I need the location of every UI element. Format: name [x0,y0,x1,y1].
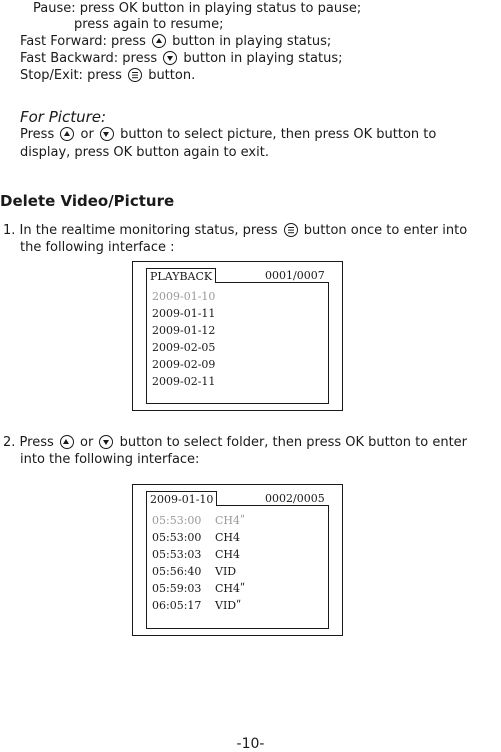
file-item[interactable] [152,514,272,527]
fast-forward-text-before: Fast Forward: press [20,34,151,49]
date-folder-item[interactable]: 2009-02-11 [152,375,216,388]
date-folder-item[interactable]: 2009-01-11 [152,307,216,320]
up-arrow-button-icon [60,127,74,141]
file-item[interactable] [152,548,272,561]
down-arrow-button-icon [163,51,177,65]
file-type: CH4ʺ [215,514,246,527]
date-folder-item[interactable]: 2009-01-12 [152,324,216,337]
file-type: VID [215,565,237,578]
file-item[interactable] [152,599,272,612]
step2-text-b: or [75,435,98,450]
file-type: VIDʺ [215,599,242,612]
fast-forward-instruction [20,33,331,50]
date-folder-item[interactable]: 2009-02-09 [152,358,216,371]
down-arrow-button-icon [99,435,113,449]
date-folder-item[interactable]: 2009-01-10 [152,290,216,303]
step2-text-a: 2. Press [3,435,58,450]
file-item[interactable] [152,582,272,595]
step1-line1 [3,222,467,239]
file-time: 05:53:00 [152,514,202,527]
pause-instruction-line1: Pause: press OK button in playing status to pause; [33,1,362,16]
file-item[interactable] [152,565,272,578]
date-folder-item[interactable]: 2009-02-05 [152,341,216,354]
file-list-screen-count: 0002/0005 [265,492,325,505]
for-picture-line2: display, press OK button again to exit. [20,145,269,160]
fast-backward-instruction [20,50,343,67]
for-picture-heading: For Picture: [20,108,107,126]
file-time: 06:05:17 [152,599,202,612]
for-picture-text-a: Press [20,127,59,142]
menu-button-icon [284,223,298,237]
file-time: 05:53:00 [152,531,202,544]
stop-exit-text-before: Stop/Exit: press [20,68,127,83]
down-arrow-button-icon [100,127,114,141]
playback-screen-count: 0001/0007 [265,269,325,282]
up-arrow-button-icon [152,34,166,48]
for-picture-line1 [20,126,436,143]
file-type: CH4 [215,531,241,544]
fast-backward-text-after: button in playing status; [179,51,343,66]
step2-line2: into the following interface: [20,452,200,467]
file-type: CH4ʺ [215,582,246,595]
menu-button-icon [128,68,142,82]
fast-backward-text-before: Fast Backward: press [20,51,162,66]
file-list-screen-title: 2009-01-10 [146,491,217,506]
playback-screen-title: PLAYBACK [146,268,216,283]
page-number: -10- [236,736,265,752]
for-picture-text-b: or [76,127,98,142]
stop-exit-instruction [20,67,195,84]
pause-instruction-line2: press again to resume; [74,17,224,32]
playback-screen [132,261,343,411]
delete-section-heading: Delete Video/Picture [0,192,175,210]
stop-exit-text-after: button. [144,68,196,83]
file-time: 05:56:40 [152,565,202,578]
step2-text-c: button to select folder, then press OK button to enter [115,435,468,450]
fast-forward-text-after: button in playing status; [168,34,332,49]
file-item[interactable] [152,531,272,544]
for-picture-text-c: button to select picture, then press OK button to [115,127,437,142]
file-time: 05:59:03 [152,582,202,595]
up-arrow-button-icon [60,435,74,449]
file-type: CH4 [215,548,241,561]
step1-text-a: 1. In the realtime monitoring status, press [3,223,282,238]
step1-line2: the following interface : [20,240,175,255]
step2-line1 [3,434,467,451]
step1-text-b: button once to enter into [299,223,468,238]
file-time: 05:53:03 [152,548,202,561]
file-list-screen [132,484,343,636]
